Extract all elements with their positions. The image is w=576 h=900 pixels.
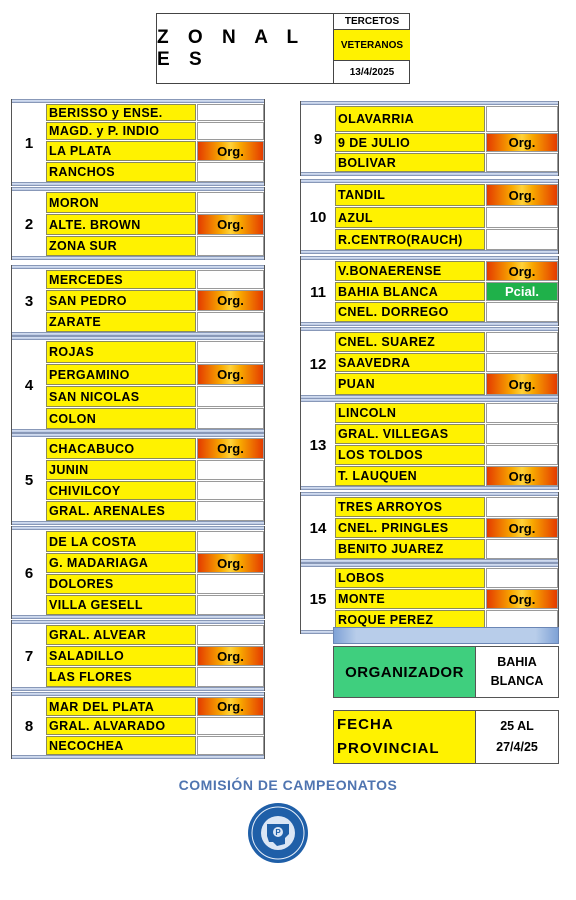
team-row bbox=[46, 553, 264, 574]
team-name: SAN NICOLAS bbox=[46, 386, 196, 407]
zone-table bbox=[11, 692, 265, 759]
team-name: MONTE bbox=[335, 589, 485, 609]
team-row bbox=[335, 207, 558, 229]
zone-separator bbox=[301, 172, 558, 176]
zone-separator bbox=[12, 182, 264, 186]
team-row bbox=[335, 518, 558, 539]
empty-cell bbox=[197, 270, 264, 289]
team-name: SAAVEDRA bbox=[335, 353, 485, 372]
empty-cell bbox=[197, 236, 264, 256]
team-row bbox=[46, 386, 264, 408]
team-name: GRAL. ALVARADO bbox=[46, 717, 196, 735]
zone-number: 15 bbox=[309, 591, 327, 608]
zone-table bbox=[300, 398, 559, 490]
zone-table bbox=[11, 336, 265, 433]
team-name: GRAL. ALVEAR bbox=[46, 625, 196, 645]
zone-table bbox=[11, 433, 265, 525]
team-name: CNEL. DORREGO bbox=[335, 302, 485, 322]
team-name: MAR DEL PLATA bbox=[46, 697, 196, 716]
zone-table bbox=[300, 256, 559, 326]
organizer-badge: Org. bbox=[486, 518, 558, 538]
team-row bbox=[335, 261, 558, 282]
team-row bbox=[335, 106, 558, 133]
team-name: LOS TOLDOS bbox=[335, 445, 485, 465]
empty-cell bbox=[486, 332, 558, 352]
team-row bbox=[46, 460, 264, 481]
footer-text: COMISIÓN DE CAMPEONATOS bbox=[178, 777, 398, 793]
team-row bbox=[46, 408, 264, 430]
fecha-label-line1: FECHA bbox=[337, 716, 394, 733]
team-row bbox=[46, 290, 264, 312]
zone-number: 12 bbox=[309, 355, 327, 373]
zone-separator bbox=[301, 256, 558, 260]
team-row bbox=[46, 531, 264, 553]
zone-separator bbox=[301, 250, 558, 254]
team-name: PUAN bbox=[335, 373, 485, 395]
zone-number: 8 bbox=[24, 718, 34, 735]
empty-cell bbox=[197, 531, 264, 552]
team-row bbox=[335, 568, 558, 589]
zone-number: 6 bbox=[24, 565, 34, 582]
zone-table bbox=[11, 187, 265, 260]
organizer-badge: Org. bbox=[197, 438, 264, 459]
fecha-box bbox=[333, 710, 559, 764]
team-name: MERCEDES bbox=[46, 270, 196, 289]
team-row bbox=[46, 192, 264, 214]
fecha-value-line1: 25 AL bbox=[500, 719, 534, 733]
empty-cell bbox=[486, 445, 558, 465]
team-name: ROQUE PEREZ bbox=[335, 610, 485, 630]
team-name: BERISSO y ENSE. bbox=[46, 104, 196, 121]
organizer-badge: Org. bbox=[197, 553, 264, 573]
zone-separator bbox=[301, 322, 558, 326]
team-row bbox=[46, 122, 264, 141]
empty-cell bbox=[197, 408, 264, 429]
zone-number: 1 bbox=[24, 135, 34, 152]
empty-cell bbox=[486, 568, 558, 588]
empty-cell bbox=[486, 153, 558, 172]
team-name: R.CENTRO(RAUCH) bbox=[335, 229, 485, 250]
team-row bbox=[335, 424, 558, 445]
organizer-badge: Org. bbox=[197, 364, 264, 385]
empty-cell bbox=[486, 229, 558, 250]
zone-separator bbox=[12, 336, 264, 340]
fecha-label bbox=[334, 711, 476, 763]
team-name: PERGAMINO bbox=[46, 364, 196, 385]
team-row bbox=[46, 141, 264, 162]
empty-cell bbox=[486, 353, 558, 372]
team-row bbox=[335, 539, 558, 560]
empty-cell bbox=[197, 312, 264, 332]
zone-table bbox=[11, 99, 265, 186]
zone-table bbox=[300, 492, 559, 563]
team-name: CNEL. PRINGLES bbox=[335, 518, 485, 538]
zone-separator bbox=[12, 526, 264, 530]
team-name: TANDIL bbox=[335, 184, 485, 206]
federation-seal-icon bbox=[247, 802, 309, 864]
zone-separator bbox=[301, 563, 558, 567]
team-name: SAN PEDRO bbox=[46, 290, 196, 311]
empty-cell bbox=[197, 736, 264, 755]
team-name: JUNIN bbox=[46, 460, 196, 480]
empty-cell bbox=[197, 162, 264, 182]
empty-cell bbox=[486, 497, 558, 517]
team-name: SALADILLO bbox=[46, 646, 196, 666]
zone-separator bbox=[12, 615, 264, 619]
header-info bbox=[333, 14, 409, 83]
empty-cell bbox=[197, 625, 264, 645]
team-row bbox=[335, 373, 558, 396]
zone-separator bbox=[12, 692, 264, 696]
empty-cell bbox=[197, 481, 264, 500]
team-row bbox=[46, 341, 264, 364]
fecha-label-line2: PROVINCIAL bbox=[337, 740, 440, 757]
empty-cell bbox=[197, 501, 264, 521]
team-name: LAS FLORES bbox=[46, 667, 196, 687]
team-row bbox=[335, 466, 558, 487]
team-row bbox=[46, 717, 264, 736]
team-name: GRAL. VILLEGAS bbox=[335, 424, 485, 444]
zone-separator bbox=[301, 492, 558, 496]
zone-table bbox=[11, 526, 265, 619]
fecha-value bbox=[476, 711, 558, 763]
zone-separator bbox=[301, 101, 558, 105]
zone-separator bbox=[12, 687, 264, 691]
team-row bbox=[335, 403, 558, 424]
empty-cell bbox=[486, 106, 558, 132]
team-name: ZONA SUR bbox=[46, 236, 196, 256]
team-row bbox=[335, 282, 558, 302]
team-name: ALTE. BROWN bbox=[46, 214, 196, 235]
team-row bbox=[335, 302, 558, 323]
team-name: ROJAS bbox=[46, 341, 196, 363]
team-name: TRES ARROYOS bbox=[335, 497, 485, 517]
organizer-badge: Org. bbox=[197, 290, 264, 311]
divider-bar bbox=[333, 627, 559, 644]
organizer-badge: Org. bbox=[486, 589, 558, 609]
zone-number: 13 bbox=[309, 436, 327, 454]
zone-separator bbox=[301, 327, 558, 331]
team-row bbox=[335, 497, 558, 518]
zone-table bbox=[300, 563, 559, 634]
team-row bbox=[335, 332, 558, 353]
zone-table bbox=[300, 101, 559, 176]
empty-cell bbox=[197, 104, 264, 121]
organizer-badge: Org. bbox=[197, 141, 264, 161]
team-name: MORON bbox=[46, 192, 196, 213]
empty-cell bbox=[486, 302, 558, 322]
zone-number: 14 bbox=[309, 520, 327, 537]
team-name: CHACABUCO bbox=[46, 438, 196, 459]
team-row bbox=[335, 353, 558, 373]
svg-text:P: P bbox=[275, 828, 281, 837]
organizer-value-line1: BAHIA bbox=[497, 655, 537, 669]
organizer-badge: Org. bbox=[486, 466, 558, 486]
organizer-badge: Org. bbox=[486, 261, 558, 281]
empty-cell bbox=[197, 667, 264, 687]
zone-separator bbox=[12, 256, 264, 260]
team-row bbox=[46, 667, 264, 688]
team-name: BOLIVAR bbox=[335, 153, 485, 172]
team-name: GRAL. ARENALES bbox=[46, 501, 196, 521]
zone-number: 7 bbox=[24, 648, 34, 665]
team-name: NECOCHEA bbox=[46, 736, 196, 755]
organizer-value-line2: BLANCA bbox=[490, 674, 544, 688]
zone-number: 11 bbox=[310, 283, 326, 301]
team-name: CNEL. SUAREZ bbox=[335, 332, 485, 352]
empty-cell bbox=[486, 403, 558, 423]
zone-separator bbox=[301, 486, 558, 490]
team-row bbox=[335, 184, 558, 207]
team-row bbox=[46, 736, 264, 756]
zone-number: 9 bbox=[313, 131, 323, 148]
team-name: LA PLATA bbox=[46, 141, 196, 161]
header-box bbox=[156, 13, 410, 84]
organizer-label: ORGANIZADOR bbox=[334, 647, 476, 697]
team-row bbox=[46, 364, 264, 386]
team-name: G. MADARIAGA bbox=[46, 553, 196, 573]
team-row bbox=[335, 445, 558, 466]
zone-separator bbox=[12, 521, 264, 525]
empty-cell bbox=[486, 424, 558, 444]
empty-cell bbox=[486, 207, 558, 228]
empty-cell bbox=[486, 539, 558, 559]
organizer-badge: Org. bbox=[197, 214, 264, 235]
organizer-badge: Org. bbox=[486, 184, 558, 206]
team-name: ZARATE bbox=[46, 312, 196, 332]
team-name: V.BONAERENSE bbox=[335, 261, 485, 281]
zone-separator bbox=[12, 187, 264, 191]
zone-separator bbox=[12, 433, 264, 437]
zone-separator bbox=[301, 179, 558, 183]
team-name: COLON bbox=[46, 408, 196, 429]
team-row bbox=[46, 595, 264, 616]
zone-number: 2 bbox=[24, 216, 34, 233]
team-row bbox=[46, 270, 264, 290]
organizer-value bbox=[476, 647, 558, 697]
organizer-badge: Org. bbox=[197, 646, 264, 666]
team-row bbox=[46, 481, 264, 501]
empty-cell bbox=[197, 595, 264, 615]
team-row bbox=[46, 625, 264, 646]
empty-cell bbox=[197, 574, 264, 594]
team-row bbox=[46, 214, 264, 236]
team-row bbox=[46, 697, 264, 717]
zone-number: 5 bbox=[24, 471, 34, 489]
team-name: MAGD. y P. INDIO bbox=[46, 122, 196, 140]
team-row bbox=[46, 236, 264, 257]
zone-separator bbox=[12, 620, 264, 624]
organizer-badge: Pcial. bbox=[486, 282, 558, 301]
empty-cell bbox=[197, 717, 264, 735]
team-name: RANCHOS bbox=[46, 162, 196, 182]
fecha-value-line2: 27/4/25 bbox=[496, 740, 538, 754]
organizer-badge: Org. bbox=[486, 133, 558, 152]
team-row bbox=[46, 104, 264, 122]
header-date: 13/4/2025 bbox=[349, 66, 395, 78]
zone-number: 4 bbox=[24, 377, 34, 394]
empty-cell bbox=[197, 386, 264, 407]
team-row bbox=[46, 312, 264, 333]
zone-table bbox=[300, 179, 559, 254]
page-title: Z O N A L E S bbox=[157, 26, 305, 70]
empty-cell bbox=[197, 341, 264, 363]
team-name: DE LA COSTA bbox=[46, 531, 196, 552]
zone-table bbox=[11, 620, 265, 691]
organizer-badge: Org. bbox=[197, 697, 264, 716]
team-row bbox=[335, 229, 558, 251]
zone-separator bbox=[301, 398, 558, 402]
empty-cell bbox=[197, 192, 264, 213]
team-row bbox=[335, 133, 558, 153]
team-row bbox=[335, 589, 558, 610]
zone-separator bbox=[12, 99, 264, 103]
team-row bbox=[46, 574, 264, 595]
team-row bbox=[46, 438, 264, 460]
organizer-badge: Org. bbox=[486, 373, 558, 395]
zone-separator bbox=[12, 755, 264, 759]
team-name: AZUL bbox=[335, 207, 485, 228]
team-row bbox=[46, 646, 264, 667]
team-name: BAHIA BLANCA bbox=[335, 282, 485, 301]
team-row bbox=[335, 153, 558, 173]
team-name: VILLA GESELL bbox=[46, 595, 196, 615]
organizer-box bbox=[333, 646, 559, 698]
category-label-1: TERCETOS bbox=[334, 14, 410, 30]
empty-cell bbox=[197, 122, 264, 140]
team-name: CHIVILCOY bbox=[46, 481, 196, 500]
team-name: LINCOLN bbox=[335, 403, 485, 423]
team-name: BENITO JUAREZ bbox=[335, 539, 485, 559]
zone-number: 3 bbox=[24, 293, 34, 310]
zone-table bbox=[11, 265, 265, 336]
team-row bbox=[46, 162, 264, 183]
team-row bbox=[46, 501, 264, 522]
category-label-2: VETERANOS bbox=[334, 30, 410, 61]
team-name: LOBOS bbox=[335, 568, 485, 588]
zone-number: 10 bbox=[309, 209, 327, 226]
zone-separator bbox=[12, 265, 264, 269]
team-name: 9 DE JULIO bbox=[335, 133, 485, 152]
empty-cell bbox=[197, 460, 264, 480]
team-name: DOLORES bbox=[46, 574, 196, 594]
zone-table bbox=[300, 327, 559, 399]
team-name: T. LAUQUEN bbox=[335, 466, 485, 486]
team-name: OLAVARRIA bbox=[335, 106, 485, 132]
